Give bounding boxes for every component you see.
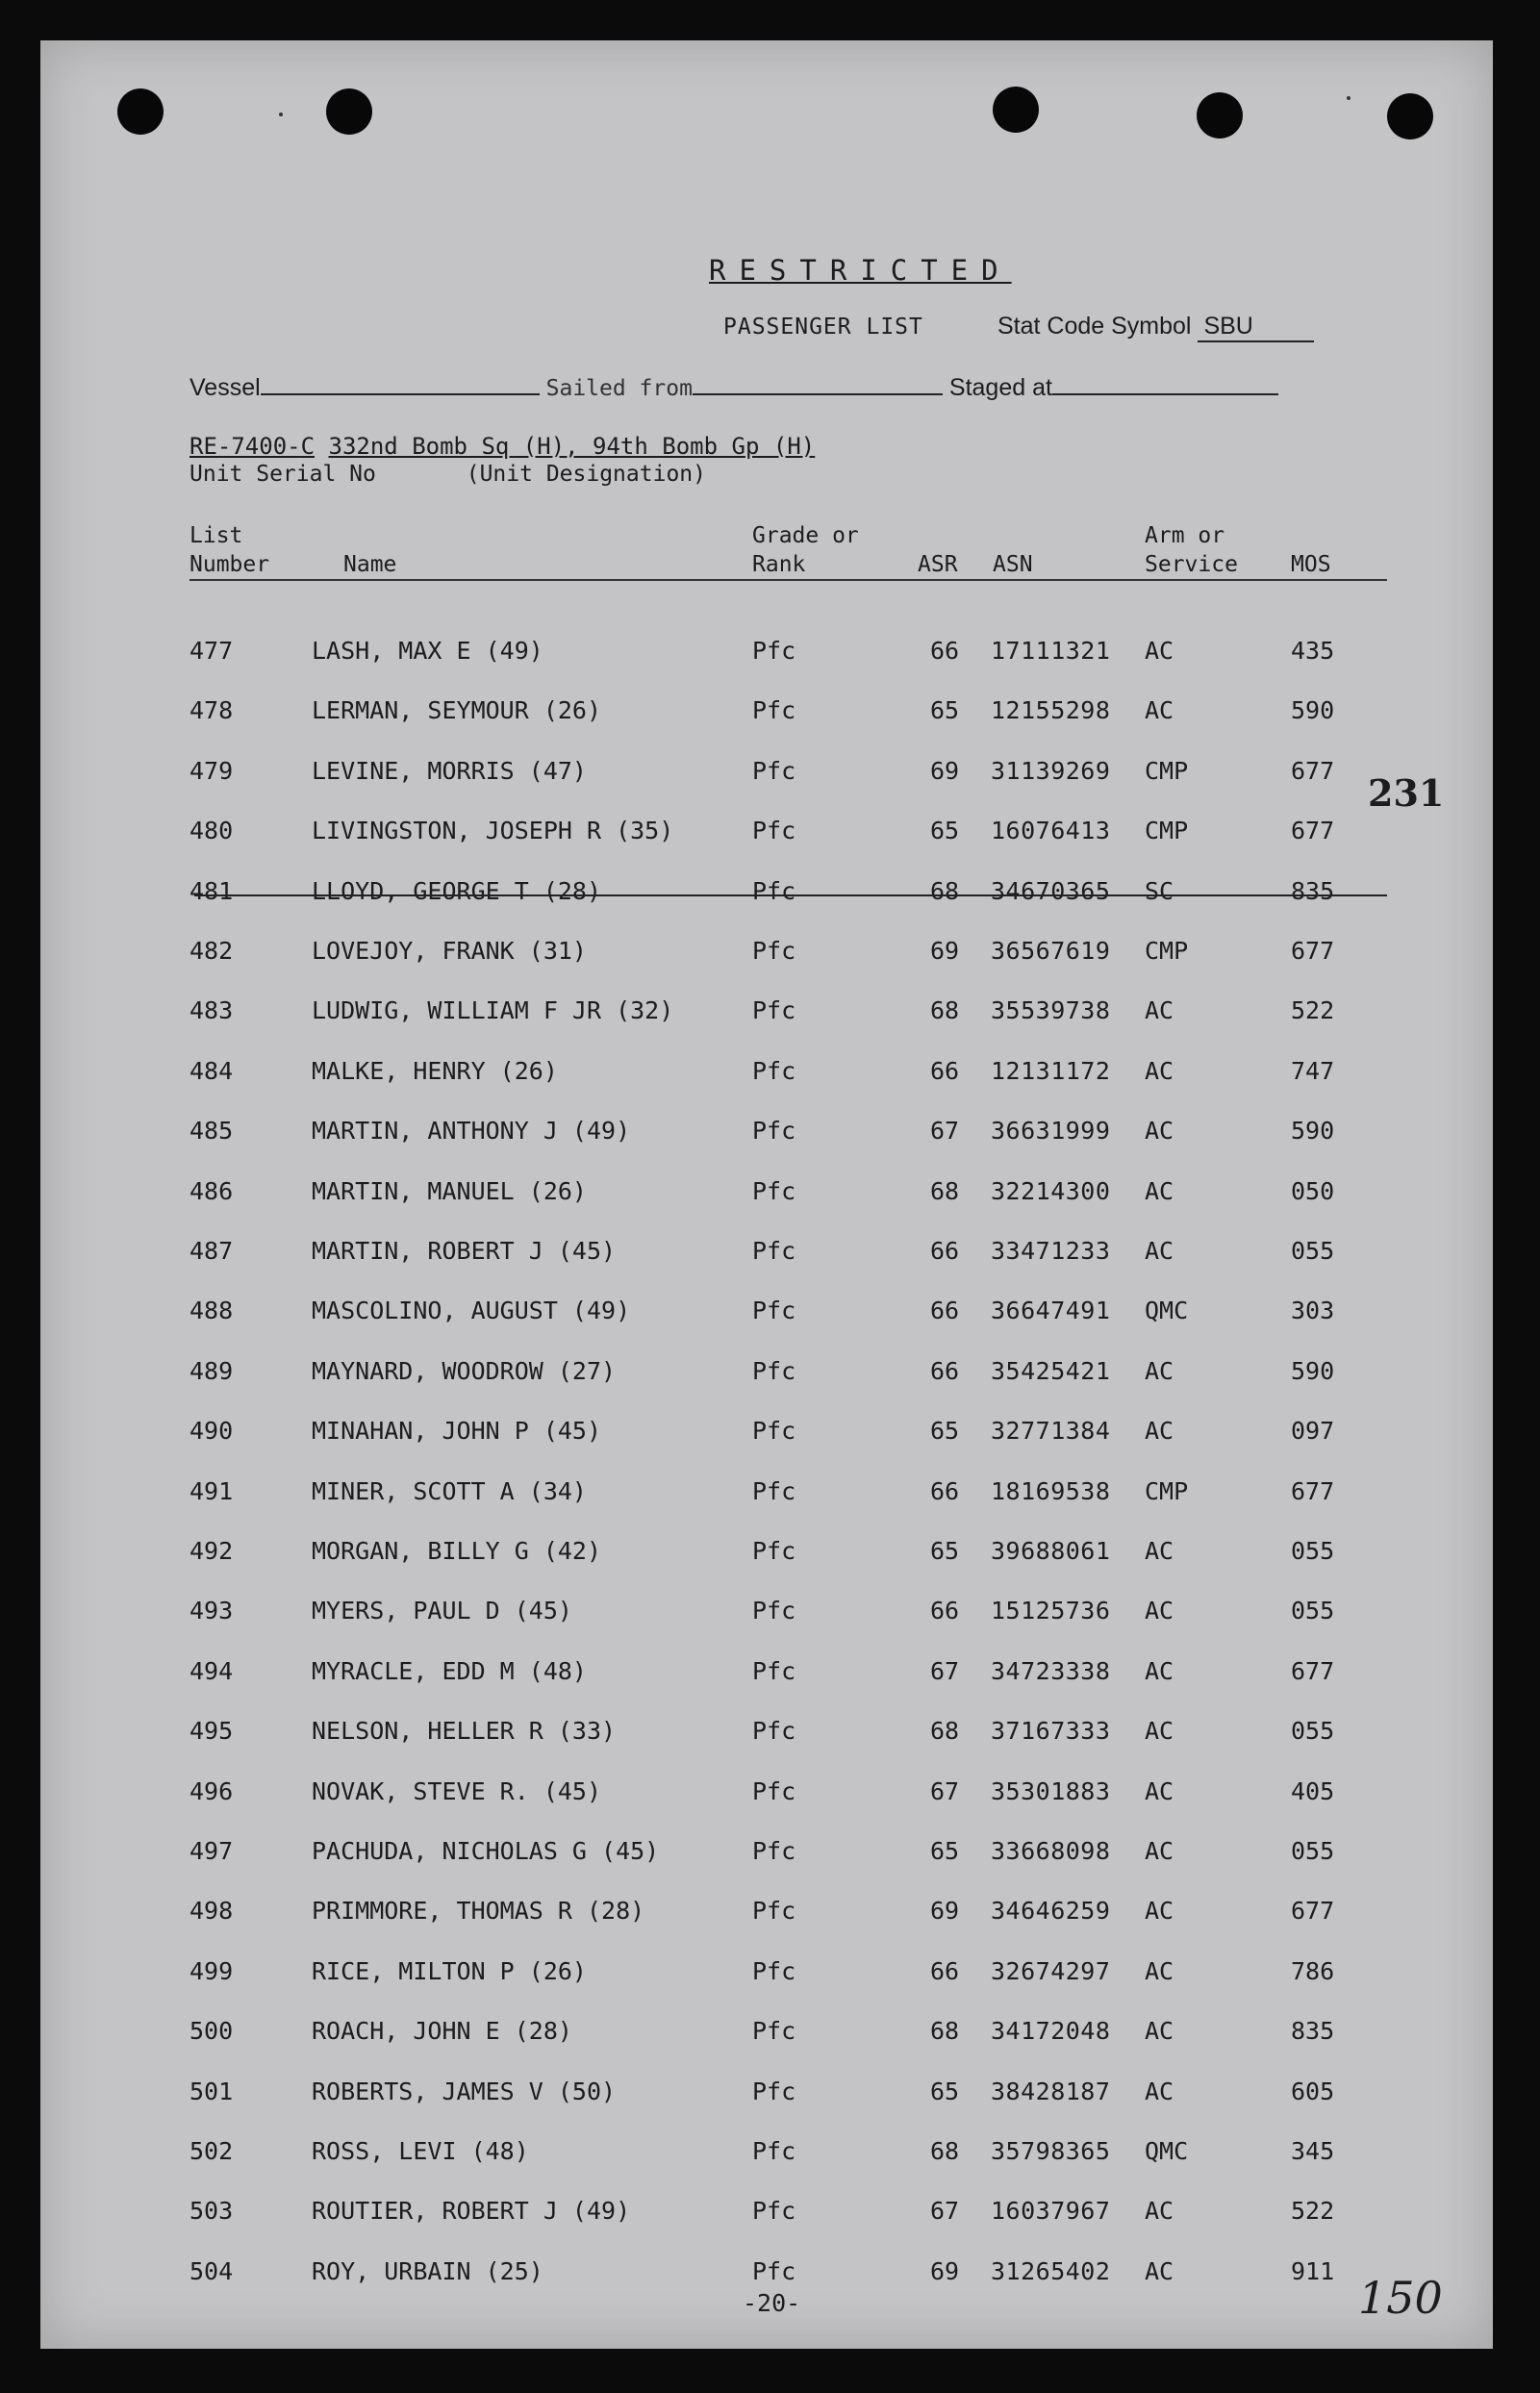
- asn-cell: 35798365: [991, 2137, 1111, 2165]
- list-number-cell: 504: [189, 2256, 234, 2285]
- table-row: [40, 1417, 1493, 1455]
- col-header-asn: ASN: [993, 552, 1033, 577]
- arm-cell: AC: [1145, 1776, 1174, 1805]
- mos-cell: 835: [1291, 2017, 1335, 2046]
- asr-cell: 69: [930, 1897, 960, 1926]
- mos-cell: 405: [1291, 1776, 1335, 1805]
- name-cell: LEVINE, MORRIS (47): [312, 756, 587, 785]
- name-cell: NELSON, HELLER R (33): [312, 1717, 617, 1746]
- list-number-cell: 491: [189, 1476, 234, 1505]
- name-cell: LOVEJOY, FRANK (31): [312, 937, 587, 965]
- name-cell: MAYNARD, WOODROW (27): [312, 1356, 617, 1385]
- asr-cell: 65: [930, 1537, 960, 1565]
- grade-cell: Pfc: [752, 1956, 796, 1985]
- mos-cell: 345: [1291, 2137, 1335, 2165]
- table-row: [40, 1957, 1493, 1996]
- mos-cell: 590: [1291, 696, 1335, 725]
- arm-cell: AC: [1145, 1237, 1174, 1265]
- asr-cell: 69: [930, 2256, 960, 2285]
- arm-cell: AC: [1145, 2197, 1174, 2226]
- grade-cell: Pfc: [752, 1537, 796, 1565]
- mos-cell: 677: [1291, 817, 1335, 845]
- asn-cell: 31139269: [991, 756, 1111, 785]
- handwritten-number: 150: [1358, 2272, 1443, 2324]
- name-cell: NOVAK, STEVE R. (45): [312, 1776, 602, 1805]
- mos-cell: 522: [1291, 996, 1335, 1025]
- table-row: [40, 1717, 1493, 1755]
- asn-cell: 35539738: [991, 996, 1111, 1025]
- list-number-cell: 500: [189, 2017, 234, 2046]
- name-cell: MARTIN, ANTHONY J (49): [312, 1117, 631, 1146]
- table-row: [40, 696, 1493, 735]
- grade-cell: Pfc: [752, 2017, 796, 2046]
- asn-cell: 31265402: [991, 2256, 1111, 2285]
- table-row: [40, 1477, 1493, 1516]
- mos-cell: 097: [1291, 1417, 1335, 1446]
- unit-line: [189, 433, 815, 460]
- asr-cell: 67: [930, 2197, 960, 2226]
- asr-cell: 66: [930, 1476, 960, 1505]
- grade-cell: Pfc: [752, 937, 796, 965]
- table-row: [40, 2017, 1493, 2055]
- document-page: [40, 40, 1493, 2349]
- list-number-cell: 482: [189, 937, 234, 965]
- list-number-cell: 497: [189, 1837, 234, 1865]
- arm-cell: CMP: [1145, 1476, 1189, 1505]
- name-cell: LERMAN, SEYMOUR (26): [312, 696, 602, 725]
- mos-cell: 050: [1291, 1176, 1335, 1205]
- table-row: [40, 2078, 1493, 2116]
- list-number-cell: 493: [189, 1597, 234, 1625]
- table-row: [40, 1537, 1493, 1575]
- grade-cell: Pfc: [752, 996, 796, 1025]
- arm-cell: AC: [1145, 1537, 1174, 1565]
- stat-code-value: SBU: [1198, 313, 1314, 342]
- punch-hole: [1197, 92, 1243, 139]
- name-cell: MARTIN, ROBERT J (45): [312, 1237, 617, 1265]
- asr-cell: 66: [930, 1297, 960, 1325]
- mos-cell: 677: [1291, 1476, 1335, 1505]
- grade-cell: Pfc: [752, 1656, 796, 1685]
- asn-cell: 34172048: [991, 2017, 1111, 2046]
- list-number-cell: 487: [189, 1237, 234, 1265]
- asn-cell: 33668098: [991, 1837, 1111, 1865]
- grade-cell: Pfc: [752, 696, 796, 725]
- list-number-cell: 488: [189, 1297, 234, 1325]
- list-number-cell: 496: [189, 1776, 234, 1805]
- list-number-cell: 486: [189, 1176, 234, 1205]
- name-cell: ROUTIER, ROBERT J (49): [312, 2197, 631, 2226]
- asn-cell: 32771384: [991, 1417, 1111, 1446]
- col-header-asr: ASR: [918, 552, 958, 577]
- name-cell: ROY, URBAIN (25): [312, 2256, 543, 2285]
- grade-cell: Pfc: [752, 637, 796, 665]
- table-row: [40, 817, 1493, 855]
- name-cell: MASCOLINO, AUGUST (49): [312, 1297, 631, 1325]
- asn-cell: 12155298: [991, 696, 1111, 725]
- mos-cell: 747: [1291, 1056, 1335, 1085]
- name-cell: MYERS, PAUL D (45): [312, 1597, 572, 1625]
- asr-cell: 68: [930, 996, 960, 1025]
- grade-cell: Pfc: [752, 1837, 796, 1865]
- grade-cell: Pfc: [752, 1897, 796, 1926]
- list-number-cell: 485: [189, 1117, 234, 1146]
- list-number-cell: 478: [189, 696, 234, 725]
- list-number-cell: 495: [189, 1717, 234, 1746]
- table-row: [40, 937, 1493, 975]
- name-cell: MINAHAN, JOHN P (45): [312, 1417, 602, 1446]
- grade-cell: Pfc: [752, 1176, 796, 1205]
- asn-cell: 36647491: [991, 1297, 1111, 1325]
- asr-cell: 68: [930, 2137, 960, 2165]
- asn-cell: 39688061: [991, 1537, 1111, 1565]
- table-row: [40, 1117, 1493, 1155]
- arm-cell: AC: [1145, 637, 1174, 665]
- grade-cell: Pfc: [752, 817, 796, 845]
- asr-cell: 68: [930, 2017, 960, 2046]
- arm-cell: AC: [1145, 1837, 1174, 1865]
- asn-cell: 34723338: [991, 1656, 1111, 1685]
- asr-cell: 65: [930, 696, 960, 725]
- asr-cell: 65: [930, 2077, 960, 2105]
- asr-cell: 65: [930, 1417, 960, 1446]
- grade-cell: Pfc: [752, 1776, 796, 1805]
- name-cell: MALKE, HENRY (26): [312, 1056, 558, 1085]
- list-number-cell: 499: [189, 1956, 234, 1985]
- unit-serial-label: Unit Serial No: [189, 462, 376, 487]
- asn-cell: 16037967: [991, 2197, 1111, 2226]
- asr-cell: 66: [930, 1356, 960, 1385]
- mos-cell: 055: [1291, 1597, 1335, 1625]
- table-row: [40, 1357, 1493, 1396]
- asr-cell: 66: [930, 637, 960, 665]
- grade-cell: Pfc: [752, 1056, 796, 1085]
- grade-cell: Pfc: [752, 1117, 796, 1146]
- asr-cell: 69: [930, 756, 960, 785]
- name-cell: MINER, SCOTT A (34): [312, 1476, 587, 1505]
- name-cell: RICE, MILTON P (26): [312, 1956, 587, 1985]
- grade-cell: Pfc: [752, 1476, 796, 1505]
- asn-cell: 34670365: [991, 876, 1111, 905]
- vessel-label: Vessel: [189, 374, 261, 401]
- asn-cell: 15125736: [991, 1597, 1111, 1625]
- name-cell: ROSS, LEVI (48): [312, 2137, 529, 2165]
- name-cell: LLOYD, GEORGE T (28): [312, 876, 602, 905]
- asn-cell: 38428187: [991, 2077, 1111, 2105]
- arm-cell: AC: [1145, 2017, 1174, 2046]
- mos-cell: 835: [1291, 876, 1335, 905]
- unit-serial: RE-7400-C: [189, 433, 316, 460]
- table-row: [40, 1777, 1493, 1816]
- name-cell: LIVINGSTON, JOSEPH R (35): [312, 817, 674, 845]
- asn-cell: 35425421: [991, 1356, 1111, 1385]
- table-row: [40, 1237, 1493, 1275]
- table-row: [40, 877, 1493, 916]
- list-number-cell: 502: [189, 2137, 234, 2165]
- sailed-label: Sailed from: [545, 376, 693, 401]
- mos-cell: 677: [1291, 1897, 1335, 1926]
- mos-cell: 590: [1291, 1117, 1335, 1146]
- vessel-line: [189, 372, 1401, 402]
- strikethrough-line: [194, 894, 1387, 896]
- col-header-name: Name: [343, 552, 397, 577]
- asr-cell: 67: [930, 1117, 960, 1146]
- arm-cell: AC: [1145, 1176, 1174, 1205]
- list-number-cell: 501: [189, 2077, 234, 2105]
- name-cell: MORGAN, BILLY G (42): [312, 1537, 602, 1565]
- list-number-cell: 480: [189, 817, 234, 845]
- arm-cell: SC: [1145, 876, 1174, 905]
- grade-cell: Pfc: [752, 1417, 796, 1446]
- asn-cell: 16076413: [991, 817, 1111, 845]
- list-number-cell: 484: [189, 1056, 234, 1085]
- col-header-mos: MOS: [1291, 552, 1331, 577]
- col-header-arm: Arm or Service: [1145, 523, 1238, 577]
- mos-cell: 303: [1291, 1297, 1335, 1325]
- arm-cell: QMC: [1145, 1297, 1189, 1325]
- grade-cell: Pfc: [752, 1297, 796, 1325]
- mos-cell: 605: [1291, 2077, 1335, 2105]
- mos-cell: 055: [1291, 1537, 1335, 1565]
- stat-code: [997, 313, 1314, 342]
- table-row: [40, 996, 1493, 1035]
- mos-cell: 055: [1291, 1837, 1335, 1865]
- mos-cell: 522: [1291, 2197, 1335, 2226]
- arm-cell: AC: [1145, 996, 1174, 1025]
- grade-cell: Pfc: [752, 2077, 796, 2105]
- asn-cell: 32214300: [991, 1176, 1111, 1205]
- arm-cell: AC: [1145, 1656, 1174, 1685]
- arm-cell: QMC: [1145, 2137, 1189, 2165]
- list-number-cell: 503: [189, 2197, 234, 2226]
- mos-cell: 055: [1291, 1237, 1335, 1265]
- mos-cell: 911: [1291, 2256, 1335, 2285]
- document-title: PASSENGER LIST: [723, 315, 923, 340]
- asn-cell: 12131172: [991, 1056, 1111, 1085]
- grade-cell: Pfc: [752, 2137, 796, 2165]
- table-row: [40, 1897, 1493, 1935]
- grade-cell: Pfc: [752, 2197, 796, 2226]
- stat-code-label: Stat Code Symbol: [997, 313, 1192, 340]
- list-number-cell: 481: [189, 876, 234, 905]
- mos-cell: 435: [1291, 637, 1335, 665]
- arm-cell: AC: [1145, 1597, 1174, 1625]
- grade-cell: Pfc: [752, 1356, 796, 1385]
- name-cell: LASH, MAX E (49): [312, 637, 543, 665]
- table-row: [40, 1177, 1493, 1216]
- table-row: [40, 1057, 1493, 1096]
- asn-cell: 37167333: [991, 1717, 1111, 1746]
- arm-cell: AC: [1145, 1056, 1174, 1085]
- name-cell: LUDWIG, WILLIAM F JR (32): [312, 996, 674, 1025]
- arm-cell: AC: [1145, 2256, 1174, 2285]
- asr-cell: 68: [930, 876, 960, 905]
- mos-cell: 590: [1291, 1356, 1335, 1385]
- name-cell: MYRACLE, EDD M (48): [312, 1656, 587, 1685]
- page-number: -20-: [743, 2289, 801, 2317]
- asr-cell: 67: [930, 1656, 960, 1685]
- table-row: [40, 1297, 1493, 1335]
- table-row: [40, 1597, 1493, 1635]
- arm-cell: CMP: [1145, 756, 1189, 785]
- grade-cell: Pfc: [752, 756, 796, 785]
- arm-cell: CMP: [1145, 817, 1189, 845]
- unit-designation-label: (Unit Designation): [466, 462, 706, 487]
- grade-cell: Pfc: [752, 1597, 796, 1625]
- grade-cell: Pfc: [752, 2256, 796, 2285]
- classification-title: RESTRICTED: [709, 254, 1012, 287]
- arm-cell: AC: [1145, 1897, 1174, 1926]
- margin-stamp-number: 231: [1368, 771, 1445, 815]
- unit-designation: 332nd Bomb Sq (H), 94th Bomb Gp (H): [328, 433, 816, 460]
- punch-hole: [326, 88, 372, 135]
- asr-cell: 65: [930, 817, 960, 845]
- asn-cell: 34646259: [991, 1897, 1111, 1926]
- asr-cell: 66: [930, 1237, 960, 1265]
- list-number-cell: 498: [189, 1897, 234, 1926]
- list-number-cell: 490: [189, 1417, 234, 1446]
- arm-cell: CMP: [1145, 937, 1189, 965]
- name-cell: PRIMMORE, THOMAS R (28): [312, 1897, 645, 1926]
- grade-cell: Pfc: [752, 1237, 796, 1265]
- mos-cell: 677: [1291, 1656, 1335, 1685]
- list-number-cell: 479: [189, 756, 234, 785]
- name-cell: PACHUDA, NICHOLAS G (45): [312, 1837, 660, 1865]
- table-row: [40, 1657, 1493, 1696]
- staged-label: Staged at: [948, 374, 1052, 401]
- list-number-cell: 477: [189, 637, 234, 665]
- asr-cell: 69: [930, 937, 960, 965]
- arm-cell: AC: [1145, 1356, 1174, 1385]
- list-number-cell: 489: [189, 1356, 234, 1385]
- table-row: [40, 637, 1493, 675]
- mos-cell: 677: [1291, 937, 1335, 965]
- list-number-cell: 492: [189, 1537, 234, 1565]
- asr-cell: 67: [930, 1776, 960, 1805]
- asn-cell: 36631999: [991, 1117, 1111, 1146]
- asr-cell: 66: [930, 1597, 960, 1625]
- col-header-list-number: List Number: [189, 523, 270, 577]
- asr-cell: 68: [930, 1176, 960, 1205]
- grade-cell: Pfc: [752, 1717, 796, 1746]
- list-number-cell: 483: [189, 996, 234, 1025]
- arm-cell: AC: [1145, 1956, 1174, 1985]
- arm-cell: AC: [1145, 2077, 1174, 2105]
- asr-cell: 68: [930, 1717, 960, 1746]
- grade-cell: Pfc: [752, 876, 796, 905]
- table-row: [40, 757, 1493, 795]
- asn-cell: 18169538: [991, 1476, 1111, 1505]
- asr-cell: 66: [930, 1056, 960, 1085]
- name-cell: ROACH, JOHN E (28): [312, 2017, 572, 2046]
- mos-cell: 786: [1291, 1956, 1335, 1985]
- table-row: [40, 2197, 1493, 2235]
- punch-hole: [993, 87, 1039, 133]
- arm-cell: AC: [1145, 1417, 1174, 1446]
- arm-cell: AC: [1145, 1117, 1174, 1146]
- asr-cell: 66: [930, 1956, 960, 1985]
- asr-cell: 65: [930, 1837, 960, 1865]
- list-number-cell: 494: [189, 1656, 234, 1685]
- name-cell: MARTIN, MANUEL (26): [312, 1176, 587, 1205]
- asn-cell: 32674297: [991, 1956, 1111, 1985]
- arm-cell: AC: [1145, 1717, 1174, 1746]
- table-row: [40, 2137, 1493, 2176]
- asn-cell: 35301883: [991, 1776, 1111, 1805]
- mos-cell: 055: [1291, 1717, 1335, 1746]
- arm-cell: AC: [1145, 696, 1174, 725]
- header-rule: [189, 579, 1387, 581]
- punch-hole: [117, 88, 164, 135]
- unit-labels: [189, 462, 706, 487]
- name-cell: ROBERTS, JAMES V (50): [312, 2077, 617, 2105]
- col-header-grade: Grade or Rank: [752, 523, 859, 577]
- asn-cell: 36567619: [991, 937, 1111, 965]
- asn-cell: 33471233: [991, 1237, 1111, 1265]
- mos-cell: 677: [1291, 756, 1335, 785]
- punch-hole: [1387, 93, 1433, 139]
- table-row: [40, 1837, 1493, 1876]
- asn-cell: 17111321: [991, 637, 1111, 665]
